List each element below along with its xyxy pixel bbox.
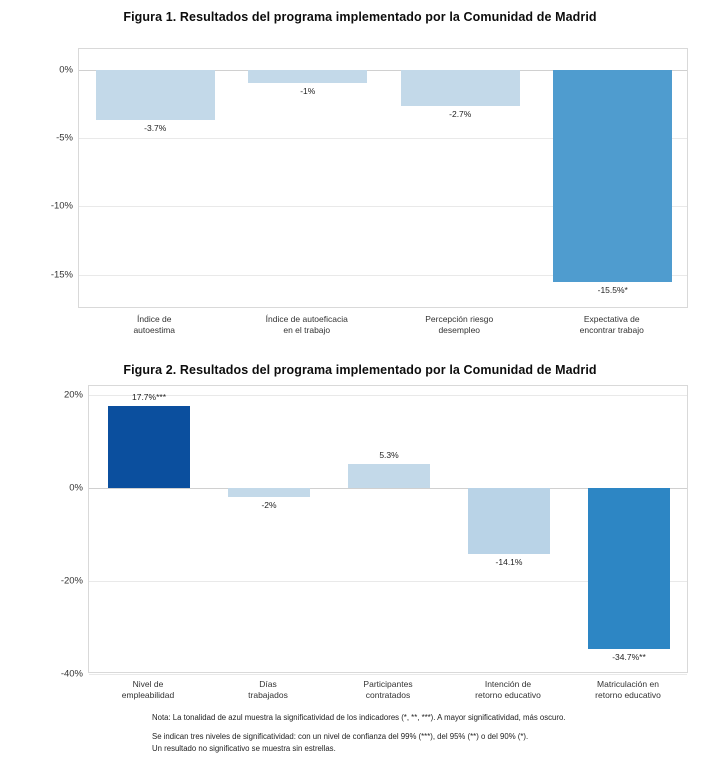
x-axis-tick-label: Índice de autoeficacia en el trabajo [265,314,348,335]
y-axis-tick-label: -20% [60,575,83,587]
x-axis-tick-label: Matriculación en retorno educativo [595,679,661,700]
x-axis-tick-label: Nivel de empleabilidad [121,679,175,700]
bar [348,464,430,489]
x-axis-tick-label: Intención de retorno educativo [475,679,541,700]
y-axis-tick-label: -15% [50,269,73,281]
bar [588,488,670,649]
bar-value-label: -15.5%* [597,284,628,295]
bar [228,488,310,497]
bar [96,70,215,121]
y-axis-tick-label: 0% [59,64,73,76]
footnote-line-3-text: Un resultado no significativo se muestra sin estrellas. [152,744,336,753]
gridline [89,674,687,675]
figure-1-plot [0,0,720,345]
y-axis-tick-label: 20% [63,389,83,401]
bar-value-label: -2% [261,500,277,511]
bar [401,70,520,107]
bar-value-label: -2.7% [449,109,472,120]
bar-value-label: -3.7% [144,123,167,134]
y-axis-tick-label: 0% [69,482,83,494]
figure-2-plot [0,355,720,715]
bar-value-label: 17.7%*** [131,391,167,402]
figure-1 [0,0,720,345]
footnote-line-1: Nota: La tonalidad de azul muestra la significatividad de los indicadores (*, **, ***). A mayor significatividad, más oscuro. [152,713,566,722]
bar [553,70,672,282]
y-axis-tick-label: -40% [60,668,83,680]
bar-value-label: -14.1% [495,556,523,567]
figure-1-title: Figura 1. Resultados del programa implementado por la Comunidad de Madrid [123,10,597,24]
bar [108,406,190,488]
figure-2-title: Figura 2. Resultados del programa implementado por la Comunidad de Madrid [123,363,597,377]
x-axis-tick-label: Índice de autoestima [133,314,176,335]
figure-2 [0,355,720,715]
figure-1-plot-area [50,48,688,308]
x-axis-tick-label: Días trabajados [248,679,288,700]
bar-value-label: -34.7%** [612,652,646,663]
y-axis-tick-label: -10% [50,200,73,212]
bar-value-label: -1% [300,86,316,97]
bar-value-label: 5.3% [379,449,399,460]
footnote-line-2 [152,731,692,755]
footnote-line-2-text: Se indican tres niveles de significatividad: con un nivel de confianza del 99% (***), del 95% (**) o del 90% (*). [152,732,529,741]
x-axis-tick-label: Expectativa de encontrar trabajo [579,314,644,335]
x-axis-tick-label: Participantes contratados [363,679,413,700]
bar [248,70,367,84]
x-axis-tick-label: Percepción riesgo desempleo [425,314,494,335]
y-axis-tick-label: -5% [56,132,73,144]
gridline [89,395,687,396]
figure-2-plot-area [60,385,688,680]
bar [468,488,550,553]
footnotes [152,712,692,755]
